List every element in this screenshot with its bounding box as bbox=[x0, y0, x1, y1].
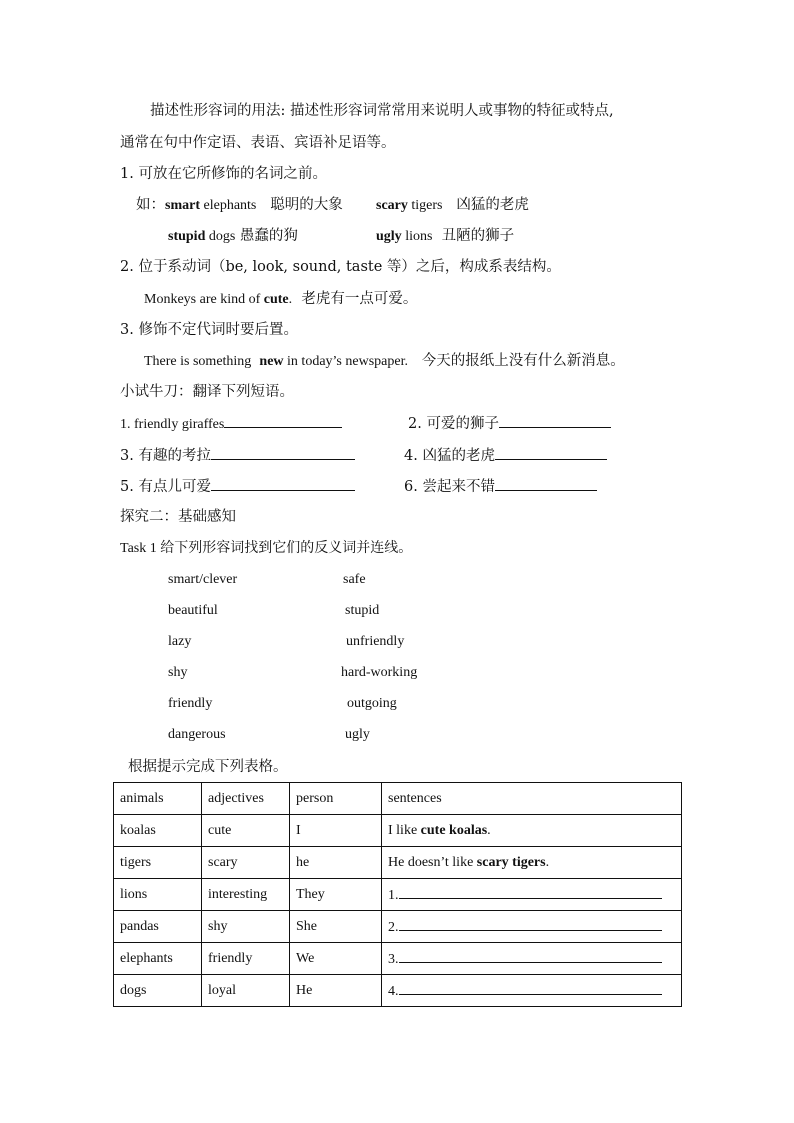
example-translation: 老虎有一点可爱。 bbox=[301, 291, 418, 307]
adjective-cell: loyal bbox=[202, 975, 290, 1007]
example-prefix: 如： bbox=[136, 197, 165, 213]
example-translation: 今天的报纸上没有什么新消息。 bbox=[421, 353, 625, 369]
left-word-4[interactable]: shy bbox=[168, 665, 188, 680]
example-noun: dogs bbox=[205, 229, 236, 244]
left-word-5[interactable]: friendly bbox=[168, 696, 213, 711]
rule1-example-4 bbox=[376, 226, 514, 247]
person-cell: He bbox=[290, 975, 382, 1007]
example-translation: 愚蠢的狗 bbox=[239, 228, 298, 244]
example-adjective: stupid bbox=[168, 229, 206, 244]
rule3-example bbox=[144, 351, 625, 372]
practice-item-6 bbox=[404, 476, 597, 497]
adjective-cell: scary bbox=[202, 847, 290, 879]
table-row bbox=[114, 975, 682, 1007]
practice-item-text: 1. friendly giraffes bbox=[120, 417, 225, 432]
table-row bbox=[114, 847, 682, 879]
table-row bbox=[114, 911, 682, 943]
left-word-3[interactable]: lazy bbox=[168, 634, 192, 649]
rule2-example bbox=[144, 289, 417, 310]
header-cell: animals bbox=[114, 783, 202, 815]
example-adjective: smart bbox=[165, 198, 200, 213]
sentence-post: . bbox=[487, 822, 491, 838]
example-noun: tigers bbox=[407, 198, 443, 213]
sentence-cell bbox=[382, 815, 682, 847]
sentence-number: 4. bbox=[388, 983, 399, 999]
left-word-1[interactable]: smart/clever bbox=[168, 572, 238, 587]
animal-cell: tigers bbox=[114, 847, 202, 879]
right-word-1[interactable]: safe bbox=[343, 572, 366, 587]
animal-cell: lions bbox=[114, 879, 202, 911]
example-noun: lions bbox=[401, 229, 433, 244]
table-row bbox=[114, 815, 682, 847]
animal-cell: elephants bbox=[114, 943, 202, 975]
sentence-number: 2. bbox=[388, 919, 399, 935]
example-pre: There is something bbox=[144, 354, 255, 369]
intro-line-2: 通常在句中作定语、表语、宾语补足语等。 bbox=[120, 135, 396, 151]
animal-cell: dogs bbox=[114, 975, 202, 1007]
header-cell: person bbox=[290, 783, 382, 815]
sentence-cell bbox=[382, 943, 682, 975]
header-cell: sentences bbox=[382, 783, 682, 815]
example-translation: 聪明的大象 bbox=[270, 197, 343, 213]
right-word-6[interactable]: ugly bbox=[345, 727, 370, 742]
answer-blank[interactable] bbox=[499, 413, 611, 428]
intro-line-1: 描述性形容词的用法: 描述性形容词常常用来说明人或事物的特征或特点, bbox=[150, 103, 614, 119]
rule2-heading: 2. 位于系动词（be, look, sound, taste 等）之后，构成系表结构。 bbox=[120, 259, 561, 275]
table-caption: 根据提示完成下列表格。 bbox=[128, 759, 288, 775]
answer-blank[interactable] bbox=[211, 445, 355, 460]
table-row bbox=[114, 879, 682, 911]
explore-heading: 探究二：基础感知 bbox=[120, 509, 236, 525]
rule3-heading: 3. 修饰不定代词时要后置。 bbox=[120, 322, 298, 338]
practice-item-text: 5. 有点儿可爱 bbox=[120, 479, 211, 495]
rule1-heading: 1. 可放在它所修饰的名词之前。 bbox=[120, 166, 327, 182]
sentence-post: . bbox=[545, 854, 550, 870]
sentence-table bbox=[113, 782, 682, 1007]
animal-cell: koalas bbox=[114, 815, 202, 847]
answer-blank[interactable] bbox=[495, 476, 597, 491]
right-word-4[interactable]: hard-working bbox=[341, 665, 418, 680]
person-cell: We bbox=[290, 943, 382, 975]
person-cell: They bbox=[290, 879, 382, 911]
example-translation: 丑陋的狮子 bbox=[441, 228, 515, 244]
rule1-example-2 bbox=[376, 195, 529, 216]
answer-blank[interactable] bbox=[224, 413, 342, 428]
left-word-6[interactable]: dangerous bbox=[168, 727, 226, 742]
sentence-number: 1. bbox=[388, 887, 399, 903]
person-cell: he bbox=[290, 847, 382, 879]
sentence-cell bbox=[382, 879, 682, 911]
left-word-2[interactable]: beautiful bbox=[168, 603, 218, 618]
example-translation: 凶猛的老虎 bbox=[456, 197, 529, 213]
person-cell: I bbox=[290, 815, 382, 847]
sentence-blank[interactable] bbox=[399, 950, 662, 963]
practice-item-3 bbox=[120, 445, 355, 466]
rule1-example-row-1 bbox=[136, 195, 343, 216]
answer-blank[interactable] bbox=[495, 445, 607, 460]
practice-item-text: 4. 凶猛的老虎 bbox=[404, 448, 495, 464]
table-row bbox=[114, 943, 682, 975]
adjective-cell: shy bbox=[202, 911, 290, 943]
example-noun: elephants bbox=[200, 198, 257, 213]
sentence-blank[interactable] bbox=[399, 886, 662, 899]
example-adjective: scary bbox=[376, 198, 408, 213]
example-pre: Monkeys are kind of bbox=[144, 292, 264, 307]
answer-blank[interactable] bbox=[211, 476, 355, 491]
adjective-cell: interesting bbox=[202, 879, 290, 911]
animal-cell: pandas bbox=[114, 911, 202, 943]
rule1-example-3 bbox=[168, 226, 298, 247]
example-post: in today’s newspaper. bbox=[283, 354, 408, 369]
sentence-pre: He doesn’t like bbox=[388, 854, 477, 870]
sentence-cell bbox=[382, 911, 682, 943]
sentence-number: 3. bbox=[388, 951, 399, 967]
task1-instruction bbox=[120, 538, 412, 559]
sentence-pre: I like bbox=[388, 822, 421, 838]
adjective-cell: friendly bbox=[202, 943, 290, 975]
task1-text: Task 1 给下列形容词找到它们的反义词并连线。 bbox=[120, 541, 413, 556]
sentence-cell bbox=[382, 847, 682, 879]
practice-item-2 bbox=[408, 413, 611, 434]
header-cell: adjectives bbox=[202, 783, 290, 815]
practice-item-text: 6. 尝起来不错 bbox=[404, 479, 495, 495]
right-word-2[interactable]: stupid bbox=[345, 603, 380, 618]
practice-item-1 bbox=[120, 413, 342, 435]
sentence-bold: cute koalas bbox=[420, 822, 488, 838]
sentence-bold: scary tigers bbox=[476, 854, 546, 870]
practice-item-4 bbox=[404, 445, 607, 466]
practice-heading: 小试牛刀：翻译下列短语。 bbox=[120, 384, 294, 400]
table-header-row bbox=[114, 783, 682, 815]
right-word-3[interactable]: unfriendly bbox=[346, 634, 405, 649]
practice-item-text: 3. 有趣的考拉 bbox=[120, 448, 211, 464]
sentence-cell bbox=[382, 975, 682, 1007]
sentence-blank[interactable] bbox=[399, 918, 662, 931]
example-bold: cute bbox=[263, 292, 289, 307]
practice-item-text: 2. 可爱的狮子 bbox=[408, 416, 499, 432]
example-bold: new bbox=[259, 354, 284, 369]
sentence-blank[interactable] bbox=[399, 982, 662, 995]
example-post: . bbox=[288, 292, 293, 307]
example-adjective: ugly bbox=[376, 229, 402, 244]
adjective-cell: cute bbox=[202, 815, 290, 847]
practice-item-5 bbox=[120, 476, 355, 497]
person-cell: She bbox=[290, 911, 382, 943]
right-word-5[interactable]: outgoing bbox=[347, 696, 397, 711]
